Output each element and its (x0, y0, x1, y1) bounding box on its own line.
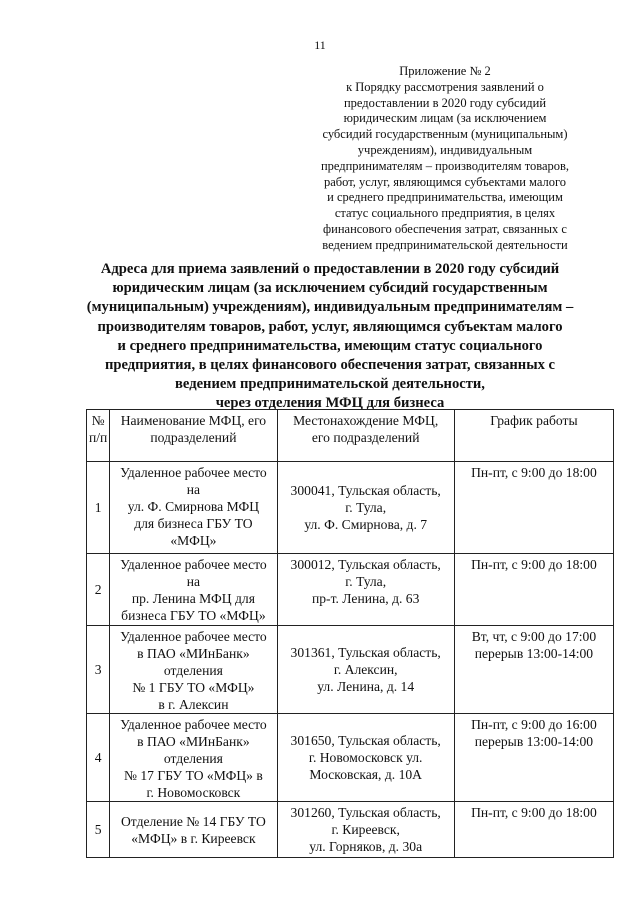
office-schedule-line: Вт, чт, с 9:00 до 17:00 (471, 629, 597, 644)
annex-line: к Порядку рассмотрения заявлений о (346, 79, 544, 94)
annex-line: ведением предпринимательской деятельности (322, 237, 568, 252)
office-schedule-line: Пн-пт, с 9:00 до 18:00 (471, 465, 597, 480)
office-schedule (454, 462, 613, 554)
table-row (87, 714, 614, 802)
office-address-line: г. Тула, (345, 574, 387, 589)
office-name-line: отделения (163, 751, 223, 766)
header-name-line: подразделений (150, 430, 237, 445)
row-number: 3 (87, 626, 110, 714)
header-number-line: № (91, 413, 105, 428)
office-schedule-line: перерыв 13:00-14:00 (474, 734, 594, 749)
office-name-line: ул. Ф. Смирнова МФЦ (127, 499, 260, 514)
office-address (277, 462, 454, 554)
office-name-line: на (186, 574, 201, 589)
office-address-line: г. Новомосковск ул. (308, 750, 423, 765)
office-schedule-line: Пн-пт, с 9:00 до 18:00 (471, 557, 597, 572)
table-row (87, 626, 614, 714)
office-name (110, 714, 277, 802)
office-address-line: 300012, Тульская область, (290, 557, 441, 572)
office-name-line: бизнеса ГБУ ТО «МФЦ» (121, 608, 266, 623)
header-address-line: Местонахождение МФЦ, (293, 413, 439, 428)
page-number: 11 (314, 38, 326, 52)
office-name (110, 462, 277, 554)
title-line: предприятия, в целях финансового обеспечения затрат, связанных с (104, 357, 556, 374)
header-name (110, 410, 277, 462)
table-row (87, 462, 614, 554)
title-line: ведением предпринимательской деятельности, (175, 376, 485, 393)
header-number-line: п/п (89, 430, 108, 445)
header-address (277, 410, 454, 462)
title-line: и среднего предпринимательства, имеющим статус социального (117, 337, 543, 354)
office-schedule-line: Пн-пт, с 9:00 до 16:00 (471, 717, 597, 732)
row-number: 2 (87, 554, 110, 626)
header-name-line: Наименование МФЦ, его (120, 413, 267, 428)
table-header-row (87, 410, 614, 462)
office-name-line: на (186, 482, 201, 497)
office-address (277, 802, 454, 858)
office-schedule (454, 626, 613, 714)
office-name-line: для бизнеса ГБУ ТО (134, 516, 253, 531)
annex-line: предпринимателям – производителям товаров, (320, 158, 570, 173)
office-name-line: Удаленное рабочее место (120, 557, 267, 572)
annex-line: учреждениям), индивидуальным (357, 142, 533, 157)
office-schedule-line: Пн-пт, с 9:00 до 18:00 (471, 805, 597, 820)
office-address-line: ул. Горняков, д. 30а (309, 839, 423, 854)
row-number: 1 (87, 462, 110, 554)
office-address-line: 300041, Тульская область, (290, 483, 441, 498)
office-address-line: 301260, Тульская область, (290, 805, 441, 820)
header-schedule (454, 410, 613, 462)
office-name-line: в ПАО «МИнБанк» (137, 646, 250, 661)
header-number (87, 410, 110, 462)
office-name-line: Отделение № 14 ГБУ ТО (120, 813, 266, 829)
title-line: Адреса для приема заявлений о предоставлении в 2020 году субсидий (100, 261, 560, 277)
table-row (87, 802, 614, 858)
annex-line: и среднего предпринимательства, имеющим (327, 190, 563, 205)
office-address-line: 301650, Тульская область, (290, 733, 441, 748)
header-address-line: его подразделений (311, 430, 420, 445)
office-name-line: «МФЦ» в г. Киреевск (131, 830, 256, 846)
annex-line: финансового обеспечения затрат, связанных с (323, 221, 567, 236)
office-address-line: Московская, д. 10А (309, 767, 422, 782)
office-schedule (454, 802, 613, 858)
title-line: юридическим лицам (за исключением субсидий государственным (112, 280, 548, 297)
title-line: через отделения МФЦ для бизнеса (215, 395, 445, 412)
office-name (110, 802, 277, 858)
office-address-line: ул. Ф. Смирнова, д. 7 (304, 517, 428, 532)
row-number: 5 (87, 802, 110, 858)
office-address-line: ул. Ленина, д. 14 (317, 679, 415, 694)
office-address-line: пр-т. Ленина, д. 63 (311, 591, 420, 606)
office-name-line: Удаленное рабочее место (120, 717, 267, 732)
office-name-line: № 1 ГБУ ТО «МФЦ» (132, 680, 255, 695)
office-name-line: в ПАО «МИнБанк» (137, 734, 250, 749)
annex-line: юридическим лицам (за исключением (343, 111, 547, 126)
annex-line: предоставлении в 2020 году субсидий (343, 95, 547, 110)
office-name-line: пр. Ленина МФЦ для (131, 591, 255, 606)
office-schedule-line: перерыв 13:00-14:00 (474, 646, 594, 661)
office-name-line: Удаленное рабочее место (120, 629, 267, 644)
document-title (60, 260, 600, 414)
annex-header (300, 64, 590, 254)
office-name-line: г. Новомосковск (146, 785, 241, 800)
office-address (277, 714, 454, 802)
annex-line: работ, услуг, являющимся субъектами малого (323, 174, 567, 189)
mfc-addresses-table (86, 409, 614, 858)
office-name-line: «МФЦ» (170, 533, 217, 548)
office-name (110, 626, 277, 714)
annex-line: Приложение № 2 (399, 64, 491, 78)
header-schedule-line: График работы (490, 413, 578, 428)
table-row (87, 554, 614, 626)
row-number: 4 (87, 714, 110, 802)
office-name-line: Удаленное рабочее место (120, 465, 267, 480)
office-address-line: 301361, Тульская область, (290, 645, 441, 660)
office-schedule (454, 554, 613, 626)
office-address-line: г. Киреевск, (331, 822, 400, 837)
annex-line: субсидий государственным (муниципальным) (322, 127, 568, 142)
office-name (110, 554, 277, 626)
annex-line: статус социального предприятия, в целях (334, 206, 556, 221)
office-name-line: в г. Алексин (158, 697, 229, 712)
office-name-line: № 17 ГБУ ТО «МФЦ» в (124, 768, 263, 783)
office-address (277, 554, 454, 626)
office-address-line: г. Алексин, (333, 662, 398, 677)
office-name-line: отделения (163, 663, 223, 678)
title-line: производителям товаров, работ, услуг, являющимся субъектам малого (97, 318, 563, 335)
office-address (277, 626, 454, 714)
title-line: (муниципальным) учреждениям), индивидуальным предпринимателям – (86, 299, 574, 316)
office-address-line: г. Тула, (345, 500, 387, 515)
office-schedule (454, 714, 613, 802)
